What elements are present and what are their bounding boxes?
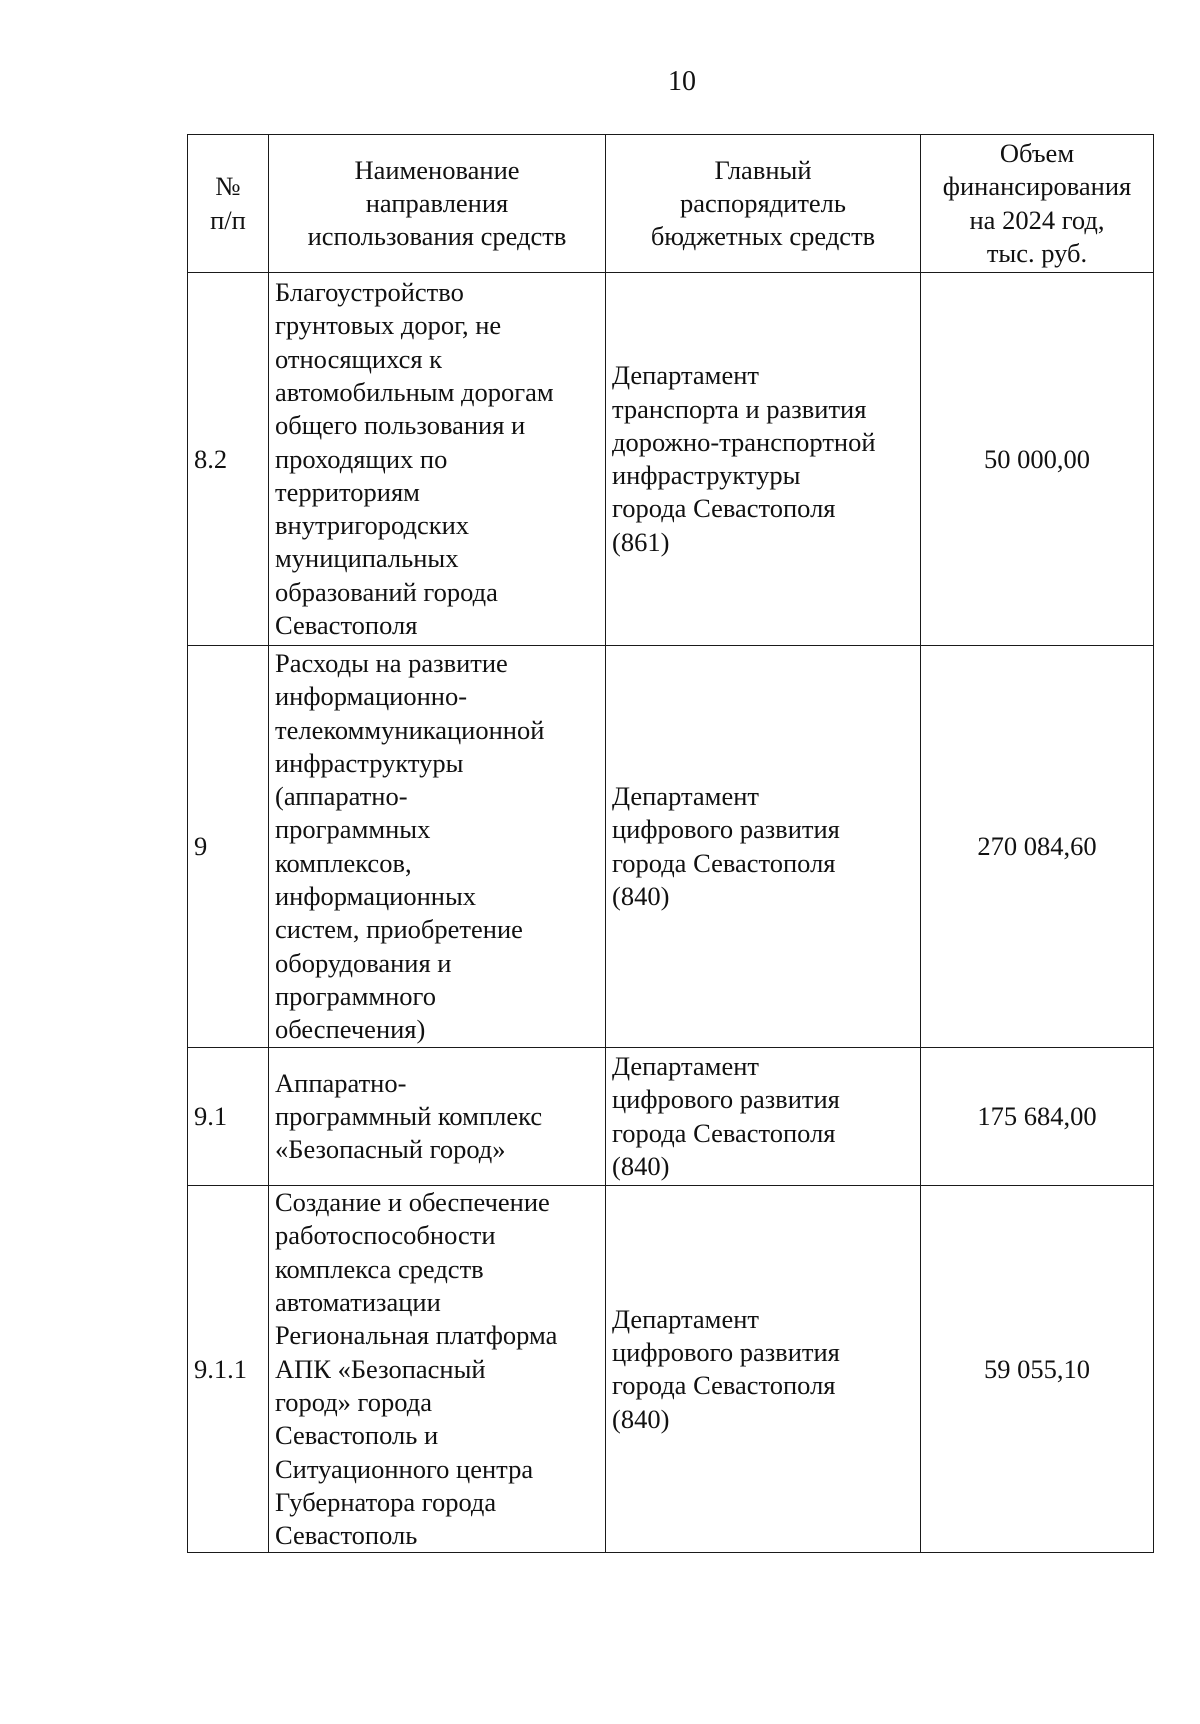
direction-name-line: Расходы на развитие [275, 647, 508, 678]
budget-administrator-line: города Севастополя [612, 1370, 836, 1401]
budget-administrator-line: цифрового развития [612, 1084, 840, 1115]
header-number [188, 135, 269, 273]
budget-administrator-line: Департамент [612, 781, 759, 812]
direction-name-line: внутригородских [275, 510, 470, 541]
budget-administrator-line: (840) [612, 880, 670, 911]
budget-administrator-line: цифрового развития [612, 814, 840, 845]
header-funding-amount [921, 135, 1154, 273]
row-number: 9.1 [188, 1048, 269, 1186]
direction-name-cell [269, 273, 606, 646]
direction-name-line: инфраструктуры [275, 747, 464, 778]
header-line: № [215, 171, 241, 202]
direction-name-line: территориям [275, 476, 420, 507]
header-line: бюджетных средств [650, 221, 876, 252]
direction-name-line: программного [275, 980, 436, 1011]
direction-name-line: работоспособности [275, 1220, 496, 1251]
direction-name-line: комплексов, [275, 847, 412, 878]
budget-administrator-cell [606, 1186, 921, 1553]
direction-name-line: «Безопасный город» [275, 1134, 506, 1165]
header-line: распорядитель [680, 187, 846, 218]
funding-amount: 59 055,10 [921, 1186, 1154, 1553]
header-line: использования средств [307, 221, 567, 252]
budget-administrator-line: Департамент [612, 1303, 759, 1334]
direction-name-line: Севастополь и [275, 1420, 439, 1451]
header-line: на 2024 год, [969, 204, 1105, 235]
row-number: 9.1.1 [188, 1186, 269, 1553]
budget-administrator-line: Департамент [612, 360, 759, 391]
direction-name-line: АПК «Безопасный [275, 1353, 486, 1384]
direction-name-line: образований города [275, 576, 498, 607]
direction-name-line: Аппаратно- [275, 1067, 407, 1098]
direction-name-line: автоматизации [275, 1287, 441, 1318]
direction-name-line: систем, приобретение [275, 914, 523, 945]
direction-name-line: комплекса средств [275, 1253, 484, 1284]
funding-amount: 270 084,60 [921, 646, 1154, 1048]
budget-administrator-line: Департамент [612, 1051, 759, 1082]
table-row [188, 1048, 1154, 1186]
direction-name-line: грунтовых дорог, не [275, 310, 502, 341]
direction-name-line: информационно- [275, 681, 468, 712]
header-line: тыс. руб. [986, 237, 1088, 268]
direction-name-line: Севастополя [275, 610, 418, 641]
budget-administrator-line: инфраструктуры [612, 460, 801, 491]
direction-name-line: обеспечения) [275, 1014, 426, 1045]
direction-name-cell [269, 1186, 606, 1553]
table-row [188, 646, 1154, 1048]
header-line: Наименование [354, 154, 520, 185]
direction-name-line: Ситуационного центра [275, 1453, 534, 1484]
budget-administrator-line: города Севастополя [612, 1117, 836, 1148]
direction-name-cell [269, 646, 606, 1048]
direction-name-line: оборудования и [275, 947, 452, 978]
budget-administrator-line: города Севастополя [612, 847, 836, 878]
direction-name-line: Севастополь [275, 1520, 418, 1551]
row-number: 9 [188, 646, 269, 1048]
budget-administrator-line: (840) [612, 1403, 670, 1434]
budget-administrator-cell [606, 646, 921, 1048]
page-number: 10 [668, 66, 696, 97]
direction-name-line: (аппаратно- [275, 781, 408, 812]
direction-name-line: Губернатора города [275, 1486, 497, 1517]
budget-administrator-cell [606, 1048, 921, 1186]
direction-name-line: телекоммуникационной [275, 714, 545, 745]
header-budget-administrator [606, 135, 921, 273]
direction-name-line: программный комплекс [275, 1101, 543, 1132]
header-line: Объем [999, 138, 1075, 168]
direction-name-cell [269, 1048, 606, 1186]
header-line: направления [365, 187, 509, 218]
header-direction-name [269, 135, 606, 273]
direction-name-line: информационных [275, 880, 477, 911]
header-line: Главный [714, 154, 812, 185]
direction-name-line: автомобильным дорогам [275, 376, 554, 407]
budget-administrator-line: города Севастополя [612, 493, 836, 524]
budget-administrator-cell [606, 273, 921, 646]
direction-name-line: Региональная платформа [275, 1320, 558, 1351]
direction-name-line: город» города [275, 1386, 432, 1417]
funding-table [187, 134, 1154, 1553]
direction-name-line: Благоустройство [275, 277, 464, 308]
table-row [188, 1186, 1154, 1553]
budget-administrator-line: цифрового развития [612, 1337, 840, 1368]
direction-name-line: относящихся к [275, 343, 443, 374]
row-number: 8.2 [188, 273, 269, 646]
direction-name-line: общего пользования и [275, 410, 526, 441]
table-row [188, 273, 1154, 646]
budget-administrator-line: (861) [612, 526, 670, 557]
direction-name-line: программных [275, 814, 431, 845]
budget-administrator-line: (840) [612, 1150, 670, 1181]
direction-name-line: Создание и обеспечение [275, 1187, 550, 1218]
budget-administrator-line: дорожно-транспортной [612, 426, 876, 457]
direction-name-line: муниципальных [275, 543, 459, 574]
header-line: п/п [210, 204, 246, 235]
budget-administrator-line: транспорта и развития [612, 393, 867, 424]
funding-amount: 50 000,00 [921, 273, 1154, 646]
funding-amount: 175 684,00 [921, 1048, 1154, 1186]
table-header-row [188, 135, 1154, 273]
header-line: финансирования [942, 171, 1132, 202]
direction-name-line: проходящих по [275, 443, 448, 474]
